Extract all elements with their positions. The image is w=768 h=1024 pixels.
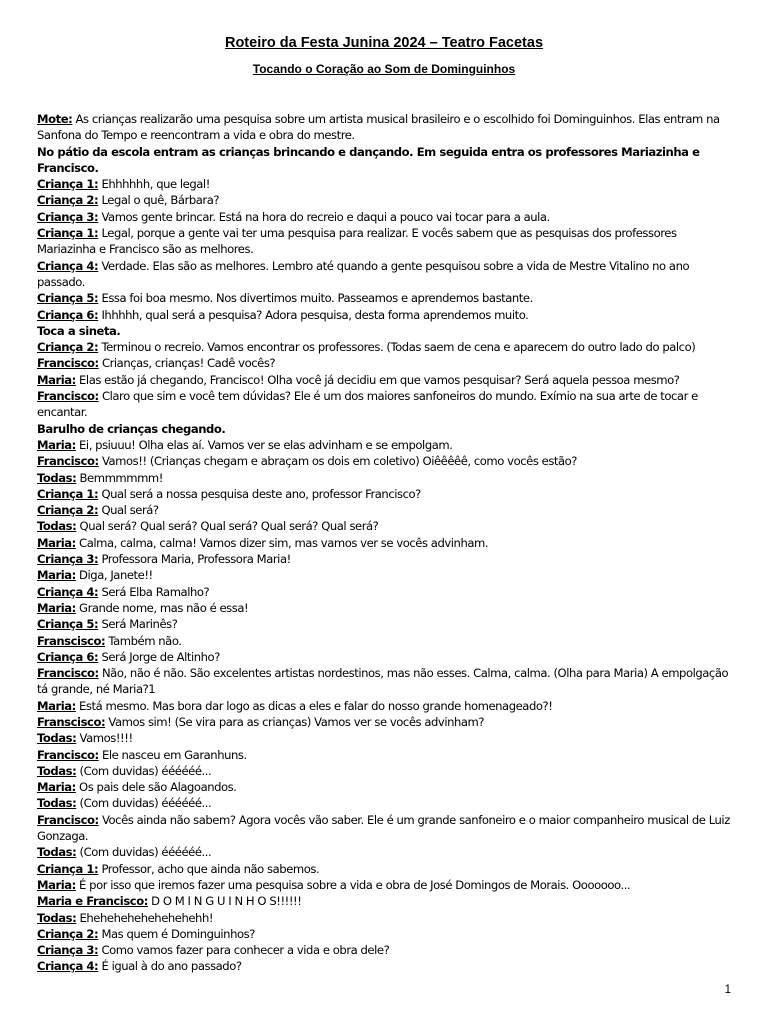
dialogue-text: É igual à do ano passado? [98,959,242,974]
speaker-label: Maria: [37,568,76,583]
speaker-label: Criança 4: [37,584,99,599]
dialogue-text: Como vamos fazer para conhecer a vida e obra dele? [98,943,390,958]
speaker-label: Criança 4: [37,258,99,273]
speaker-label: Todas: [37,470,77,485]
dialogue-line [37,665,733,698]
dialogue-text: Qual será? [98,503,159,518]
dialogue-text: Diga, Janete!! [75,568,153,583]
speaker-label: Criança 3: [37,943,99,958]
speaker-label: Criança 1: [37,861,99,876]
speaker-label: Francisco: [37,812,99,827]
speaker-label: Francisco: [37,389,99,404]
dialogue-text: Crianças, crianças! Cadê vocês? [98,356,276,371]
speaker-label: Francisco: [37,356,99,371]
speaker-label: Todas: [37,910,77,925]
stage-direction [37,323,733,339]
dialogue-line [37,584,733,600]
dialogue-line [37,470,733,486]
stage-direction [37,421,733,437]
dialogue-line [37,910,733,926]
dialogue-line [37,714,733,730]
speaker-label: Maria: [37,600,76,615]
dialogue-line [37,339,733,355]
dialogue-text: Será Marinês? [98,617,178,632]
dialogue-line [37,388,733,421]
dialogue-text: Ehhhhhh, que legal! [98,177,210,192]
speaker-label: Mote: [37,112,73,126]
speaker-label: Criança 4: [37,959,99,974]
dialogue-text: Vamos sim! (Se vira para as crianças) Vamos ver se vocês advinham? [105,714,485,729]
speaker-label: Maria: [37,437,76,452]
dialogue-text: (Com duvidas) éééééé... [76,845,212,860]
dialogue-text: Legal, porque a gente vai ter uma pesquisa para realizar. E vocês sabem que as pesquisas dos professores Mariazinha e Francisco são as melhores. [37,226,677,257]
dialogue-text: Vocês ainda não sabem? Agora vocês vão saber. Ele é um grande sanfoneiro e o maior companheiro musical de Luiz Gonzaga. [37,812,730,844]
dialogue-line [37,877,733,893]
dialogue-line [37,730,733,746]
speaker-label: Todas: [37,845,77,860]
speaker-label: Todas: [37,519,77,534]
dialogue-text: Os pais dele são Alagoandos. [75,780,237,795]
dialogue-line [37,861,733,877]
document-title: Roteiro da Festa Junina 2024 – Teatro Facetas [224,35,544,51]
dialogue-line [37,258,733,291]
dialogue-text: As crianças realizarão uma pesquisa sobre um artista musical brasileiro e o escolhido foi Dominguinhos. Elas entram na Sanfona do Tempo e reencontram a vida e obra do mestre. [37,112,720,143]
dialogue-text: Ele nasceu em Garanhuns. [98,747,247,762]
dialogue-line [37,567,733,583]
dialogue-line [37,779,733,795]
speaker-label: Francisco: [37,666,99,681]
dialogue-text: (Com duvidas) éééééé... [76,763,212,778]
speaker-label: Todas: [37,731,77,746]
speaker-label: Criança 1: [37,226,99,241]
speaker-label: Francisco: [37,747,99,762]
dialogue-text: Professor, acho que ainda não sabemos. [98,861,320,876]
dialogue-text: Vamos!!!! [76,731,133,746]
stage-direction [37,144,733,177]
speaker-label: Maria: [37,877,76,892]
dialogue-line [37,486,733,502]
dialogue-text: Calma, calma, calma! Vamos dizer sim, mas vamos ver se vocês advinham. [75,535,489,550]
dialogue-line [37,812,733,845]
dialogue-line [37,633,733,649]
speaker-label: Criança 5: [37,291,99,306]
dialogue-text: Professora Maria, Professora Maria! [98,552,291,567]
dialogue-line [37,698,733,714]
script-body [37,111,733,975]
speaker-label: Criança 2: [37,926,99,941]
dialogue-text: Verdade. Elas são as melhores. Lembro até quando a gente pesquisou sobre a vida de Mestre Vitalino no ano passado. [37,258,690,289]
dialogue-line [37,649,733,665]
dialogue-text: Vamos!! (Crianças chegam e abraçam os dois em coletivo) Oiêêêêê, como vocês estão? [98,454,578,469]
speaker-label: Maria e Francisco: [37,894,148,909]
dialogue-text: Terminou o recreio. Vamos encontrar os professores. (Todas saem de cena e aparecem do outro lado do palco) [98,340,696,355]
dialogue-text: Não, não é não. São excelentes artistas nordestinos, mas não esses. Calma, calma. (Olha para Maria) A empolgação tá grande, né Maria?1 [37,666,729,697]
dialogue-text: Elas estão já chegando, Francisco! Olha você já decidiu em que vamos pesquisar? Será aquela pessoa mesmo? [75,372,680,387]
dialogue-line [37,926,733,942]
dialogue-text: Claro que sim e você tem dúvidas? Ele é um dos maiores sanfoneiros do mundo. Exímio na sua arte de tocar e encantar. [37,389,698,420]
dialogue-line [37,551,733,567]
speaker-label: Todas: [37,763,77,778]
dialogue-line [37,111,733,144]
speaker-label: Criança 1: [37,486,99,501]
dialogue-line [37,763,733,779]
dialogue-line [37,307,733,323]
stage-direction-text: Toca a sineta. [37,323,121,338]
dialogue-line [37,958,733,974]
dialogue-text: Essa foi boa mesmo. Nos divertimos muito. Passeamos e aprendemos bastante. [98,291,533,306]
dialogue-text: É por isso que iremos fazer uma pesquisa sobre a vida e obra de José Domingos de Morais. Ooooooo... [75,877,631,892]
stage-direction-text: Barulho de crianças chegando. [37,421,226,436]
speaker-label: Todas: [37,796,77,811]
dialogue-line [37,795,733,811]
speaker-label: Criança 2: [37,503,99,518]
dialogue-text: Qual será? Qual será? Qual será? Qual será? Qual será? [76,519,379,534]
dialogue-text: Será Elba Ramalho? [98,584,210,599]
speaker-label: Criança 5: [37,617,99,632]
speaker-label: Criança 1: [37,177,99,192]
speaker-label: Criança 6: [37,307,99,322]
dialogue-line [37,355,733,371]
speaker-label: Criança 3: [37,552,99,567]
speaker-label: Maria: [37,698,76,713]
dialogue-line [37,225,733,258]
speaker-label: Maria: [37,372,76,387]
dialogue-text: Legal o quê, Bárbara? [98,193,220,208]
dialogue-text: Grande nome, mas não é essa! [75,600,249,615]
dialogue-line [37,616,733,632]
speaker-label: Francisco: [37,454,99,469]
dialogue-line [37,600,733,616]
dialogue-text: Está mesmo. Mas bora dar logo as dicas a eles e falar do nosso grande homenageado?! [75,698,553,713]
dialogue-line [37,209,733,225]
dialogue-line [37,372,733,388]
dialogue-text: Mas quem é Dominguinhos? [98,926,255,941]
dialogue-text: Qual será a nossa pesquisa deste ano, professor Francisco? [98,486,421,501]
speaker-label: Maria: [37,780,76,795]
dialogue-text: Vamos gente brincar. Está na hora do recreio e daqui a pouco vai tocar para a aula. [98,209,550,224]
dialogue-line [37,747,733,763]
dialogue-line [37,518,733,534]
dialogue-line [37,535,733,551]
dialogue-text: Ei, psiuuu! Olha elas aí. Vamos ver se elas advinham e se empolgam. [75,437,453,452]
speaker-label: Criança 3: [37,209,99,224]
dialogue-text: Bemmmmmm! [76,470,163,485]
dialogue-line [37,453,733,469]
dialogue-line [37,844,733,860]
dialogue-text: (Com duvidas) éééééé... [76,796,212,811]
dialogue-line [37,942,733,958]
speaker-label: Criança 2: [37,340,99,355]
dialogue-text: Ihhhhh, qual será a pesquisa? Adora pesquisa, desta forma aprendemos muito. [98,307,529,322]
dialogue-line [37,290,733,306]
dialogue-line [37,502,733,518]
stage-direction-text: No pátio da escola entram as crianças brincando e dançando. Em seguida entra os professores Mariazinha e Francisco. [37,144,700,175]
speaker-label: Criança 2: [37,193,99,208]
speaker-label: Franscisco: [37,714,106,729]
dialogue-line [37,176,733,192]
speaker-label: Maria: [37,535,76,550]
speaker-label: Criança 6: [37,649,99,664]
dialogue-text: Ehehehehehehehehehh! [76,910,214,925]
speaker-label: Franscisco: [37,633,106,648]
page-number: 1 [724,984,731,996]
dialogue-line [37,437,733,453]
dialogue-line [37,893,733,909]
dialogue-text: Também não. [105,633,182,648]
dialogue-line [37,192,733,208]
dialogue-text: D O M I N G U I N H O S!!!!!! [147,894,302,909]
document-subtitle: Tocando o Coração ao Som de Dominguinhos [252,62,516,76]
dialogue-text: Será Jorge de Altinho? [98,649,220,664]
